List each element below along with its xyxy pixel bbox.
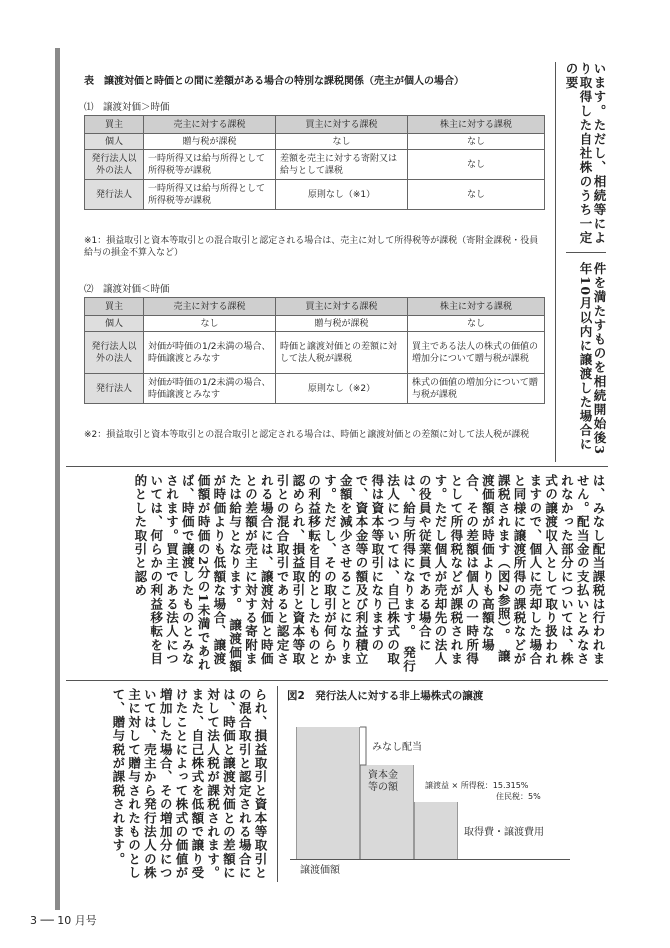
- table-cell: 差額を売主に対する寄附又は給与として課税: [276, 150, 408, 180]
- label-resident-tax: 住民税：5%: [496, 792, 541, 801]
- table-row: [85, 150, 545, 180]
- header-cell: 買主: [85, 116, 144, 134]
- table-cell: なし: [408, 316, 545, 332]
- table-cell: なし: [276, 134, 408, 150]
- body-text-right-bottom: 件を満たすものを相続開始後3年10月以内に譲渡した場合に: [578, 262, 607, 456]
- section1-title: ⑴ 譲渡対価＞時価: [84, 102, 170, 113]
- table-cell: 発行法人: [85, 374, 144, 404]
- body-text-middle: は、みなし配当課税は行われません。配当金の支払いとみなされなかった部分については、株式の譲渡収入として取り扱われますので、個人に売却した場合と同様に譲渡所得の課税などが課税されます（図2参照）。 譲渡価額が時価よりも高額な場合、その差額は個人の一時所得として所得税などが課税されます。ただし個人が売却先の法人の役員や従業員である場合には、給与所得になります。 発行法人については、自己株式の取得は資本等取引になりますので、資本金等の額及び利益積立金額を減少させることになります。ただし、その取引が何らかの利益移転を目的としたものと認められ、損益取引と資本等取引との混合取引であると認定される場合には、譲渡対価と時価との差額が売主に対する寄附または給与となります。 譲渡価額が時価よりも低額な場合、譲渡価額が時価の2分の1未満であれば、時価で譲渡したものとみなされます。買主である法人については、何らかの利益移転を目的とした取引と認め: [132, 474, 606, 674]
- header-cell: 売主に対する課税: [144, 298, 276, 316]
- label-capital-line2: 等の額: [368, 782, 398, 793]
- table-cell: 対価が時価の1/2未満の場合、時価譲渡とみなす: [144, 374, 276, 404]
- figure-baseline: [290, 859, 570, 860]
- table-cell: 一時所得又は給与所得として所得税等が課税: [144, 180, 276, 210]
- table-row: [85, 134, 545, 150]
- table-cell: 原則なし（※1）: [276, 180, 408, 210]
- figure-title: 図2 発行法人に対する非上場株式の譲渡: [287, 690, 484, 702]
- table-row: [85, 374, 545, 404]
- table-cell: 発行法人以外の法人: [85, 332, 144, 374]
- table-cell: 贈与税が課税: [144, 134, 276, 150]
- column-divider: [277, 686, 278, 882]
- table-cell: 発行法人以外の法人: [85, 150, 144, 180]
- table-cell: 個人: [85, 316, 144, 332]
- section2-note: ※2：損益取引と資本等取引との混合取引と認定される場合は、時価と譲渡対価との差額に対して法人税が課税: [84, 430, 530, 440]
- page-footer: 3 ── 10 月号: [30, 914, 97, 927]
- table-cell: なし: [408, 134, 545, 150]
- label-capital-gain: 譲渡益 × 所得税：15.315%: [425, 781, 529, 790]
- table-cell: なし: [408, 180, 545, 210]
- header-cell: 売主に対する課税: [144, 116, 276, 134]
- table-cell: 発行法人: [85, 180, 144, 210]
- label-deemed-dividend: みなし配当: [372, 742, 422, 753]
- table-row: [85, 180, 545, 210]
- table-row: [85, 316, 545, 332]
- table-header-row: [85, 298, 545, 316]
- table-header-row: [85, 116, 545, 134]
- column-separator: [566, 252, 606, 253]
- column-divider: [555, 62, 556, 462]
- table-section1: [84, 115, 545, 210]
- table-cell: 贈与税が課税: [276, 316, 408, 332]
- table-cell: なし: [144, 316, 276, 332]
- table-section2: [84, 297, 545, 404]
- section2-title: ⑵ 譲渡対価＜時価: [84, 284, 170, 295]
- bar-transfer-price: [296, 727, 360, 859]
- table-row: [85, 332, 545, 374]
- section-divider: [66, 466, 608, 467]
- header-cell: 買主に対する課税: [276, 298, 408, 316]
- bar-acquisition-cost: [414, 802, 458, 859]
- header-cell: 買主に対する課税: [276, 116, 408, 134]
- table-title: 表 譲渡対価と時価との間に差額がある場合の特別な課税関係（売主が個人の場合）: [84, 76, 464, 87]
- table-cell: 買主である法人の株式の価値の増加分について贈与税が課税: [408, 332, 545, 374]
- body-text-right-top: います。ただし、相続等により取得した自社株のうち一定の要: [564, 62, 607, 246]
- table-cell: 株式の価値の増加分について贈与税が課税: [408, 374, 545, 404]
- header-cell: 株主に対する課税: [408, 298, 545, 316]
- table-cell: 原則なし（※2）: [276, 374, 408, 404]
- header-cell: 株主に対する課税: [408, 116, 545, 134]
- label-capital-line1: 資本金: [368, 770, 398, 781]
- section1-note: ※1：損益取引と資本等取引との混合取引と認定される場合は、売主に対して所得税等が課税（寄附金課税・役員給与の損金不算入など）: [84, 236, 539, 258]
- left-margin-bar: [55, 48, 60, 910]
- table-cell: 時価と譲渡対価との差額に対して法人税が課税: [276, 332, 408, 374]
- label-transfer-price: 譲渡価額: [300, 865, 340, 876]
- header-cell: 買主: [85, 298, 144, 316]
- table-cell: 個人: [85, 134, 144, 150]
- table-cell: 一時所得又は給与所得として所得税等が課税: [144, 150, 276, 180]
- table-cell: 対価が時価の1/2未満の場合、時価譲渡とみなす: [144, 332, 276, 374]
- label-acquisition-cost: 取得費・譲渡費用: [464, 827, 544, 838]
- section-divider: [66, 680, 608, 681]
- body-text-bottom: られ、損益取引と資本等取引との混合取引と認定される場合には、時価と譲渡対価との差額に対して法人税が課税されます。また、自己株式を低額で譲り受けたことによって株式の価値が増加した場合、その増加分については、売主から発行法人の株主に対して贈与されたものとして、贈与税が課税されます。: [110, 688, 268, 880]
- table-cell: なし: [408, 150, 545, 180]
